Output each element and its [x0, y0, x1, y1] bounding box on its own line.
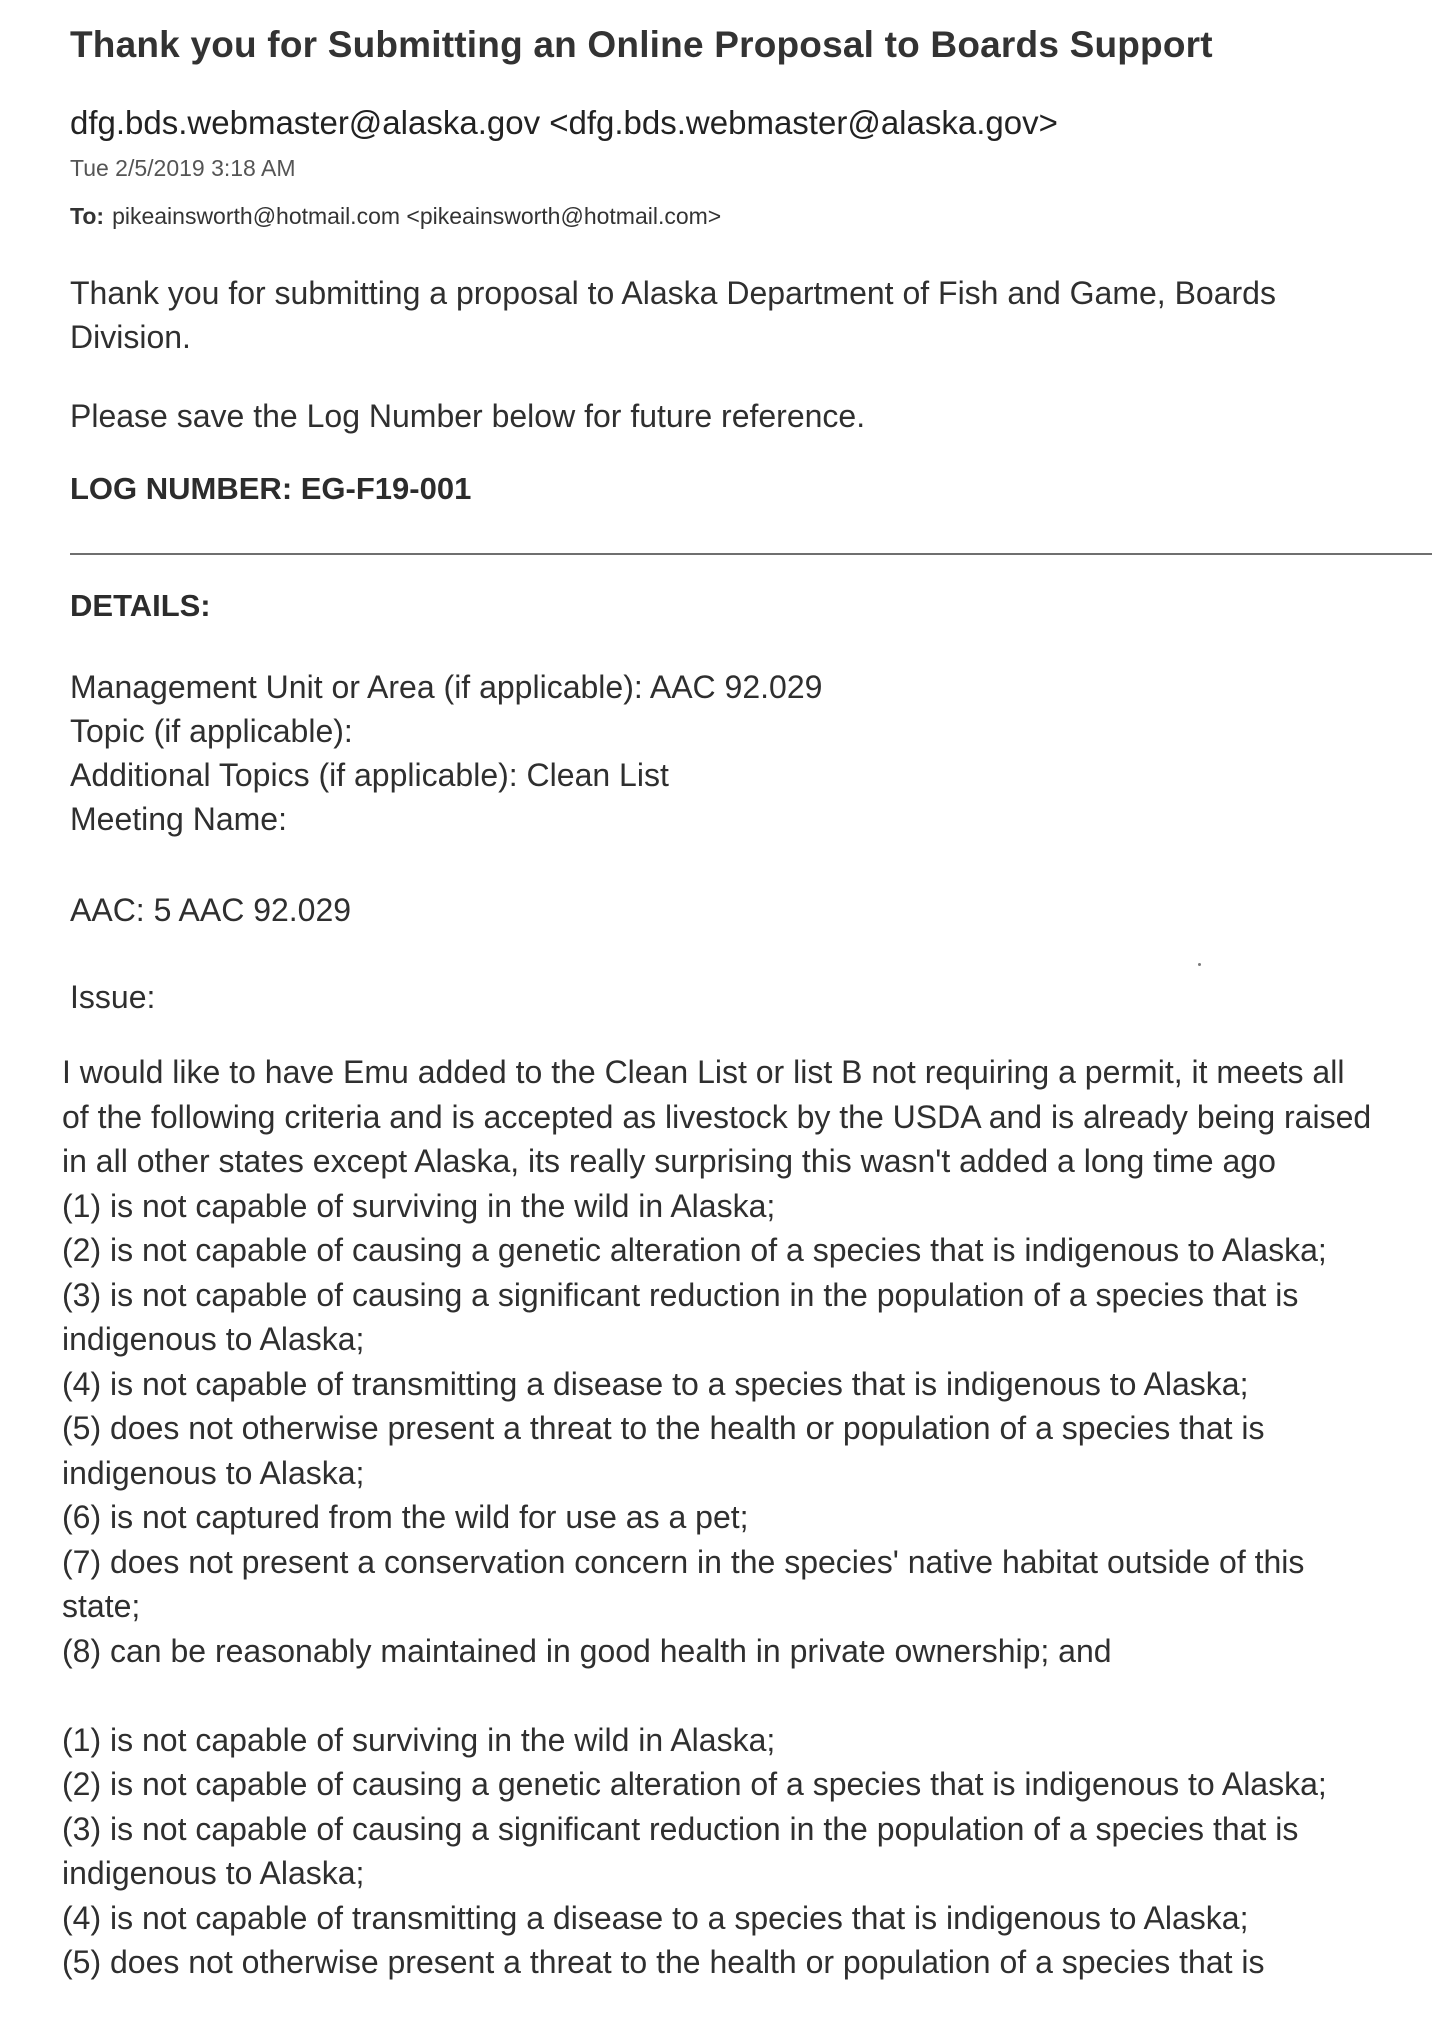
issue-line: (3) is not capable of causing a significant reduction in the population of a species that is: [62, 1276, 1299, 1313]
issue-line: indigenous to Alaska;: [62, 1454, 365, 1491]
management-unit-field: Management Unit or Area (if applicable): AAC 92.029: [70, 669, 823, 705]
intro-line: Division.: [70, 319, 191, 355]
meeting-name-field: Meeting Name:: [70, 801, 287, 837]
details-fields: [70, 665, 1430, 841]
issue-line: (4) is not capable of transmitting a disease to a species that is indigenous to Alaska;: [62, 1899, 1249, 1936]
intro-line: Thank you for submitting a proposal to Alaska Department of Fish and Game, Boards: [70, 275, 1276, 311]
issue-line: (3) is not capable of causing a significant reduction in the population of a species that is: [62, 1810, 1299, 1847]
issue-blank-line: [62, 1673, 1442, 1718]
issue-body: [62, 1050, 1442, 1985]
horizontal-divider: [70, 553, 1432, 555]
aac-reference: AAC: 5 AAC 92.029: [70, 892, 352, 928]
issue-line: (6) is not captured from the wild for use as a pet;: [62, 1499, 749, 1535]
log-number: LOG NUMBER: EG-F19-001: [70, 471, 472, 506]
issue-line: (5) does not otherwise present a threat to the health or population of a species that is: [62, 1410, 1265, 1446]
email-sender[interactable]: dfg.bds.webmaster@alaska.gov <dfg.bds.webmaster@alaska.gov>: [70, 104, 1058, 141]
email-recipient-line: [70, 203, 721, 230]
issue-line: I would like to have Emu added to the Clean List or list B not requiring a permit, it meets all: [62, 1054, 1345, 1090]
to-label: To:: [70, 203, 105, 229]
issue-line: (2) is not capable of causing a genetic alteration of a species that is indigenous to Alaska;: [62, 1232, 1327, 1268]
issue-line: (1) is not capable of surviving in the wild in Alaska;: [62, 1187, 776, 1224]
issue-label: Issue:: [70, 979, 156, 1015]
details-heading: DETAILS:: [70, 588, 211, 623]
issue-line: of the following criteria and is accepted as livestock by the USDA and is already being raised: [62, 1098, 1372, 1135]
issue-line: (7) does not present a conservation concern in the species' native habitat outside of this: [62, 1543, 1305, 1580]
issue-line: (2) is not capable of causing a genetic alteration of a species that is indigenous to Alaska;: [62, 1766, 1327, 1802]
intro-paragraph: [70, 271, 1430, 359]
issue-line: state;: [62, 1588, 141, 1624]
email-subject: Thank you for Submitting an Online Proposal to Boards Support: [70, 24, 1213, 65]
issue-line: in all other states except Alaska, its really surprising this wasn't added a long time ago: [62, 1143, 1276, 1179]
issue-line: (4) is not capable of transmitting a disease to a species that is indigenous to Alaska;: [62, 1365, 1249, 1402]
issue-line: (8) can be reasonably maintained in good health in private ownership; and: [62, 1632, 1112, 1669]
issue-line: (1) is not capable of surviving in the wild in Alaska;: [62, 1721, 776, 1758]
save-note: Please save the Log Number below for future reference.: [70, 398, 866, 434]
additional-topics-field: Additional Topics (if applicable): Clean List: [70, 757, 669, 793]
topic-field: Topic (if applicable):: [70, 713, 353, 749]
email-recipient[interactable]: pikeainsworth@hotmail.com <pikeainsworth@hotmail.com>: [112, 203, 722, 229]
scan-speck: [1198, 963, 1201, 966]
issue-line: indigenous to Alaska;: [62, 1855, 365, 1891]
email-date: Tue 2/5/2019 3:18 AM: [70, 155, 296, 181]
issue-line: indigenous to Alaska;: [62, 1321, 365, 1357]
issue-line: (5) does not otherwise present a threat to the health or population of a species that is: [62, 1944, 1265, 1980]
